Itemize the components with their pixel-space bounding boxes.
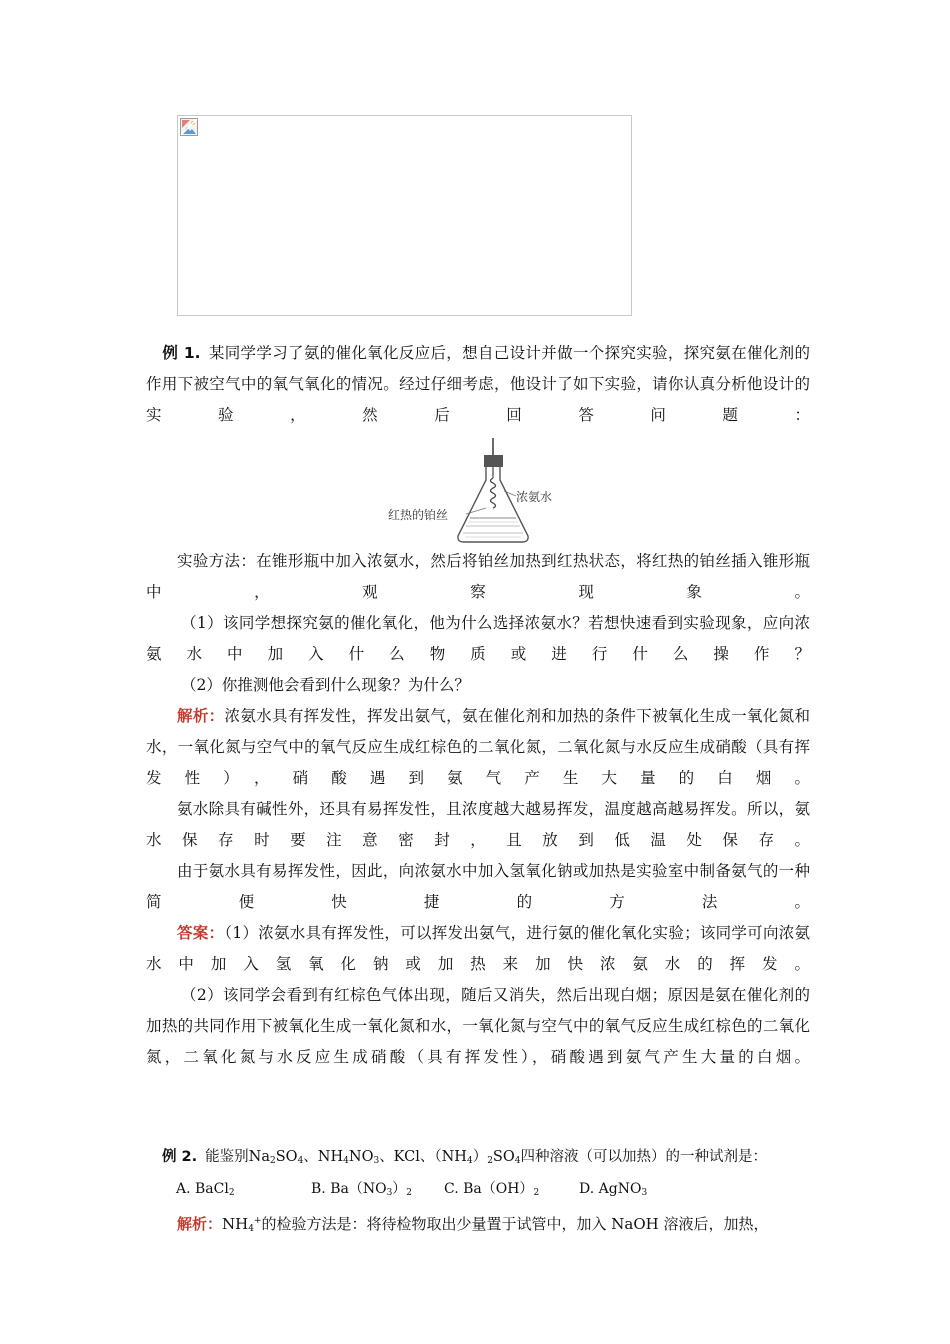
example2-analysis-text: 的检验方法是：将待检物取出少量置于试管中，加入 NaOH 溶液后，加热， [261,1215,769,1233]
example2-label: 例 2. [162,1149,198,1165]
analysis-label: 解析： [177,707,225,725]
example1-note-1: 氨水除具有碱性外，还具有易挥发性，且浓度越大越易挥发，温度越高越易挥发。所以，氨水保存时要注意密封，且放到低温处保存。 [146,800,810,849]
option-a: A. BaCl$_2$ [176,1181,235,1198]
example1-label: 例 1. [162,344,201,362]
figure-label-platinum: 红热的铂丝 [388,508,449,522]
example1-analysis-text: 浓氨水具有挥发性，挥发出氨气，氨在催化剂和加热的条件下被氧化生成一氧化氮和水，一氧化氮与空气中的氧气反应生成红棕色的二氧化氮，二氧化氮与水反应生成硝酸（具有挥发性），硝酸遇到氨气产生大量的白烟。 [146,707,810,787]
example1-stem [146,338,810,431]
experiment-figure [388,436,564,546]
example1-question-2: （2）你推测他会看到什么现象？为什么？ [181,676,470,694]
example1-answer-2: （2）该同学会看到有红棕色气体出现，随后又消失，然后出现白烟；原因是氨在催化剂的加热的共同作用下被氧化生成一氧化氮和水，一氧化氮与空气中的氧气反应生成红棕色的二氧化氮，二氧化氮与水反应生成硝酸（具有挥发性），硝酸遇到氨气产生大量的白烟。 [146,986,810,1066]
example1-analysis [146,701,810,794]
broken-image-icon [180,118,198,136]
example1-method: 实验方法：在锥形瓶中加入浓氨水，然后将铂丝加热到红热状态，将红热的铂丝插入锥形瓶中，观察现象。 [146,552,810,601]
ammonium-ion: $NH_4^+$ [222,1215,262,1234]
broken-image-placeholder [177,115,632,316]
example2-stem [146,1142,810,1177]
example2-formulas: 能鉴别$Na_2SO_4$、$NH_4NO_3$、KCl、$(NH_4)_2SO_4$ [205,1149,521,1166]
example1-stem-text: 某同学学习了氨的催化氧化反应后，想自己设计并做一个探究实验，探究氨在催化剂的作用下被空气中的氧气氧化的情况。经过仔细考虑，他设计了如下实验，请你认真分析他设计的实验，然后回答问题： [146,344,810,424]
figure-label-ammonia: 浓氨水 [516,490,553,504]
example2-stem-text: 四种溶液（可以加热）的一种试剂是： [520,1149,767,1165]
example1-note-2: 由于氨水具有易挥发性，因此，向浓氨水中加入氢氧化钠或加热是实验室中制备氨气的一种简便快捷的方法。 [146,862,810,911]
option-d: D. AgNO$_3$ [579,1181,648,1198]
option-c: C. $Ba(OH)_2$ [444,1181,540,1198]
answer-label: 答案： [177,924,225,942]
option-b: B. $Ba(NO_3)_2$ [311,1181,413,1198]
example1-answer-1-text: （1）浓氨水具有挥发性，可以挥发出氨气，进行氨的催化氧化实验；该同学可向浓氨水中加入氢氧化钠或加热来加快浓氨水的挥发。 [146,924,810,973]
example1-answer-1 [146,918,810,980]
example2-analysis-label: 解析： [177,1215,223,1233]
example2-analysis [146,1206,810,1245]
example1-question-1: （1）该同学想探究氨的催化氧化，他为什么选择浓氨水？若想快速看到实验现象，应向浓氨水中加入什么物质或进行什么操作？ [146,614,810,663]
